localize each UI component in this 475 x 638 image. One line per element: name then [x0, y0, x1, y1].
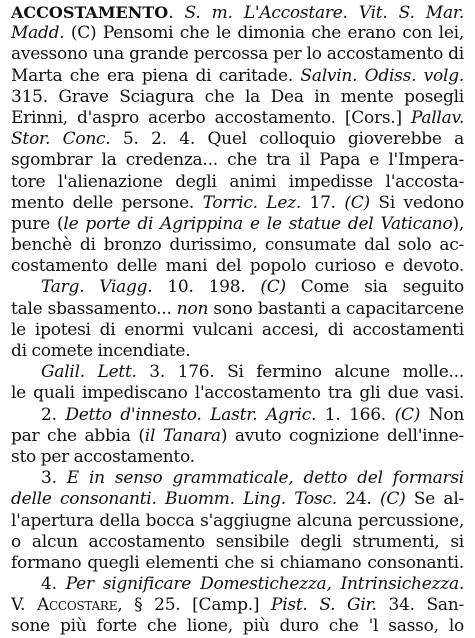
text-segment: Accostare	[36, 595, 118, 616]
text-line	[11, 468, 464, 489]
headword: ACCOSTAMENTO	[11, 3, 169, 22]
text-segment: 1. 166.	[316, 404, 395, 425]
text-segment: Come sia seguito	[285, 277, 464, 298]
text-segment: (C)	[379, 489, 406, 510]
dictionary-entry-accostamento	[11, 2, 464, 638]
text-line	[11, 532, 464, 553]
text-segment: Galil. Lett.	[41, 362, 137, 383]
text-segment: 2.	[41, 404, 66, 425]
text-segment: 10. 198.	[152, 277, 261, 298]
text-line	[11, 341, 464, 362]
text-segment: l'apertura della bocca s'aggiugne alcuna percussione,	[11, 510, 464, 531]
text-segment: le ipotesi di enormi vulcani accesi, di accostamenti	[11, 319, 464, 340]
text-segment: (C) Pensomi che le dimonia che erano con lei,	[64, 23, 464, 44]
text-segment: pure (	[11, 213, 64, 234]
text-line	[11, 108, 464, 129]
text-segment: Si vedono	[369, 192, 464, 213]
text-segment: S. m. L'Accostare. Vit. S. Mar.	[184, 3, 464, 23]
text-line	[11, 129, 464, 150]
text-line	[11, 235, 464, 256]
text-segment: ),	[452, 213, 464, 234]
text-line	[11, 574, 464, 595]
text-line	[11, 44, 464, 65]
text-segment: delle consonanti. Buomm. Ling. Tosc.	[11, 489, 337, 510]
text-line	[11, 489, 464, 510]
text-segment: Torric. Lez.	[202, 192, 301, 213]
text-line	[11, 87, 464, 108]
text-segment: 4.	[41, 574, 66, 595]
text-segment: sto per accostamento.	[11, 446, 195, 467]
text-segment: Salvin. Odiss. volg.	[300, 65, 464, 86]
text-segment: Se al-	[405, 489, 464, 510]
text-segment: ) avuto cognizione dell'inne-	[220, 425, 464, 446]
text-segment: E in senso grammaticale, detto del formarsi	[66, 468, 464, 489]
text-segment: tore l'alienazione degli animi impedisse l'accosta-	[11, 171, 464, 192]
text-segment: le porte di Agrippina e le statue del Vaticano	[63, 213, 453, 234]
text-segment: avessono una grande percossa per lo accostamento di	[11, 44, 464, 65]
text-segment: Madd.	[11, 23, 65, 44]
text-segment: benchè di bronzo durissimo, consumate dal solo ac-	[11, 235, 464, 256]
text-segment: mento delle persone.	[11, 192, 203, 213]
text-segment: di comete incendiate.	[11, 341, 191, 361]
text-segment: (C)	[260, 277, 286, 298]
text-segment: 17.	[301, 192, 345, 213]
text-segment: tale sbassamento...	[11, 298, 177, 319]
text-segment: Stor. Conc.	[11, 129, 111, 150]
text-line	[11, 150, 464, 171]
text-segment: 3. 176. Si fermino alcune molle...	[136, 362, 464, 383]
text-line	[11, 277, 464, 298]
text-segment: (C)	[344, 192, 370, 213]
text-segment: Marta che era piena di caritade.	[11, 65, 301, 86]
text-line	[11, 172, 464, 193]
text-segment: Pallav.	[410, 107, 464, 128]
text-line	[11, 320, 464, 341]
text-segment: Detto d'innesto. Lastr. Agric.	[65, 404, 317, 425]
text-segment: le quali impediscano l'accostamento tra gli due vasi.	[11, 383, 464, 404]
text-segment: il Tanara	[144, 425, 221, 446]
text-segment: non	[176, 298, 209, 319]
text-segment: sgombrar la credenza... che tra il Papa e l'Impera-	[11, 150, 464, 171]
text-segment: Erinni, d'aspro acerbo accostamento. [Cors.]	[11, 107, 411, 128]
text-line	[11, 553, 464, 574]
text-segment: formano quegli elementi che si chiamano consonanti.	[11, 552, 464, 573]
text-line	[11, 256, 464, 277]
text-segment: sono bastanti a capacitarcene	[208, 298, 464, 319]
text-segment: Per significare Domestichezza, Intrinsichezza.	[65, 574, 464, 595]
text-segment: 3.	[41, 468, 67, 489]
text-line	[11, 193, 464, 214]
text-line	[11, 2, 464, 23]
text-segment: (C)	[394, 404, 421, 425]
text-segment: Pist. S. Gir.	[271, 595, 377, 616]
text-line	[11, 511, 464, 532]
text-segment: Targ. Viagg.	[41, 277, 153, 298]
text-line	[11, 362, 464, 383]
text-line	[11, 595, 464, 616]
text-segment: , § 25. [Camp.]	[117, 595, 271, 616]
text-segment: costamento delle mani del popolo curioso e devoto.	[11, 256, 464, 277]
text-segment: 24.	[336, 489, 380, 510]
text-line	[11, 66, 464, 87]
text-line	[11, 383, 464, 404]
text-line	[11, 426, 464, 447]
text-line	[11, 447, 464, 468]
text-segment: sone più forte che lione, più duro che 'l sasso, lo	[11, 616, 464, 637]
text-line	[11, 23, 464, 44]
text-segment: .	[168, 3, 185, 23]
text-line	[11, 616, 464, 637]
text-segment: 5. 2. 4. Quel colloquio gioverebbe a	[110, 129, 464, 150]
text-segment: par che abbia (	[11, 425, 145, 446]
text-line	[11, 214, 464, 235]
text-segment: V.	[11, 595, 37, 616]
text-segment: o alcun accostamento sensibile degli strumenti, si	[11, 531, 464, 552]
text-segment: Non	[420, 404, 464, 425]
text-segment: 315. Grave Sciagura che la Dea in mente posegli	[11, 86, 464, 107]
text-line	[11, 299, 464, 320]
text-segment: 34. San-	[376, 595, 464, 616]
text-line	[11, 405, 464, 426]
